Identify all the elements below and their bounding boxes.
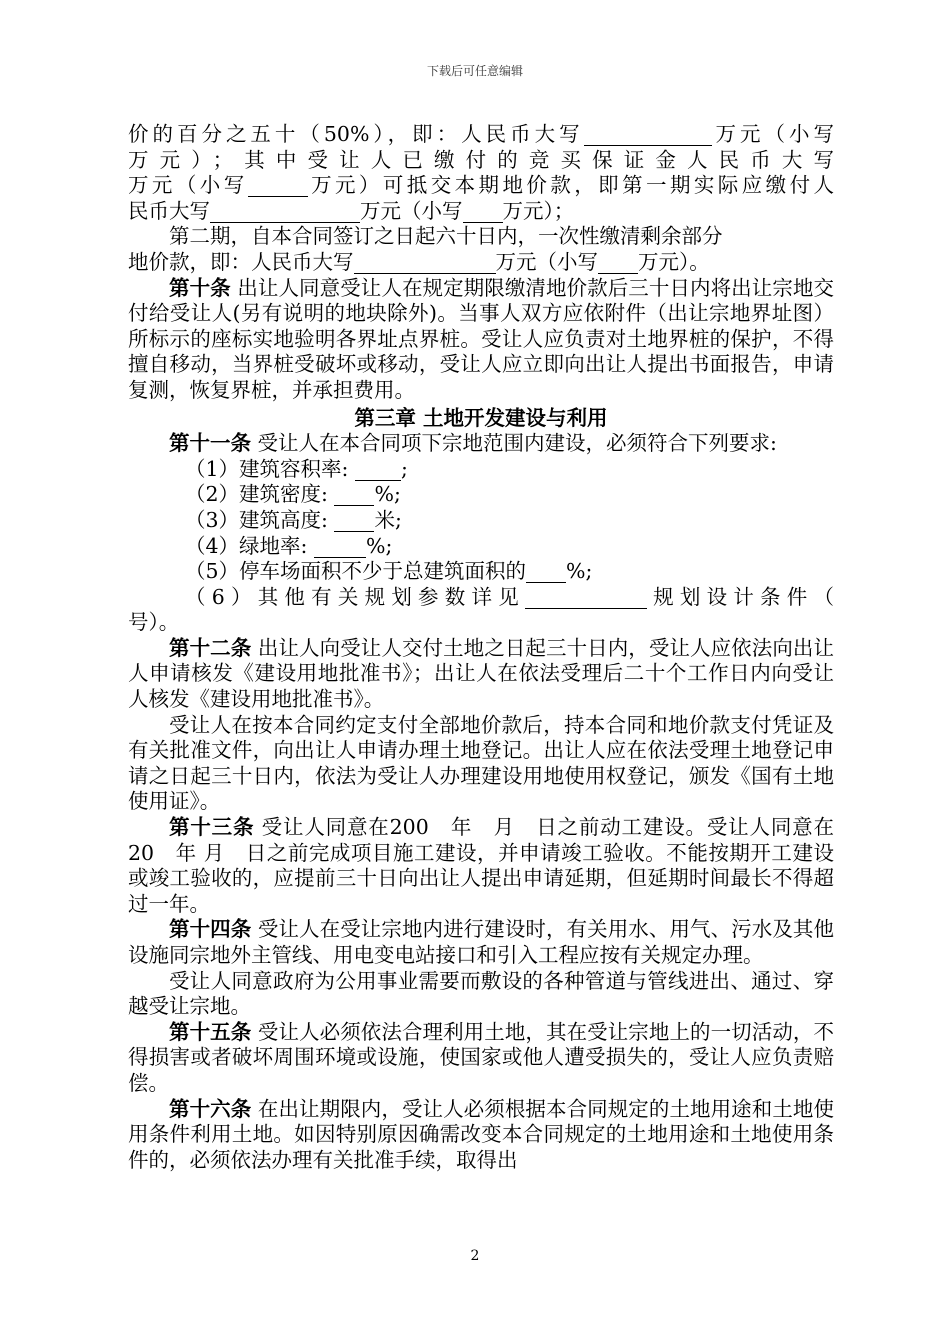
- article-title: 第十一条: [169, 431, 251, 456]
- blank-field: [334, 484, 374, 507]
- blank-field: [314, 535, 366, 558]
- paragraph-payment-1c: [128, 173, 834, 199]
- article-12: [128, 636, 834, 713]
- blank-field: [210, 200, 360, 223]
- blank-field: [334, 509, 374, 532]
- blank-field: [584, 123, 712, 146]
- article-title: 第十三条: [169, 815, 255, 840]
- article-text: 受让人在本合同项下宗地范围内建设，必须符合下列要求:: [257, 431, 777, 456]
- list-item: [128, 585, 834, 611]
- text: ;: [400, 456, 408, 481]
- text: 万元（小写: [495, 249, 598, 274]
- text: 号）。: [128, 610, 180, 635]
- article-title: 第十六条: [169, 1096, 252, 1121]
- list-item: [128, 482, 834, 508]
- article-11: [128, 431, 834, 457]
- page-header: 下载后可任意编辑: [426, 64, 523, 78]
- article-text: 出让人向受让人交付土地之日起三十日内，受让人应依法向出让人申请核发《建设用地批准书》；出让人在依法受理后二十个工作日内向受让人核发《建设用地批准书》。: [128, 635, 834, 712]
- text: 万元）；: [502, 198, 575, 223]
- page-number: 2: [470, 1248, 480, 1264]
- text: （5）停车场面积不少于总建筑面积的: [185, 559, 527, 584]
- paragraph-payment-2: [128, 224, 834, 250]
- chapter-heading: 第三章 土地开发建设与利用: [354, 405, 608, 430]
- text: （3）建筑高度:: [185, 507, 328, 532]
- blank-field: [526, 561, 566, 584]
- blank-field: [463, 200, 503, 223]
- text: 万元（小写: [128, 173, 248, 198]
- text: （6）其他有关规划参数详见: [185, 584, 525, 609]
- text: （2）建筑密度:: [185, 482, 328, 507]
- text: 第二期，自本合同签订之日起六十日内，一次性缴清剩余部分: [169, 224, 723, 249]
- text: 万元）；其中受让人已缴付的竞买保证金人民币大写: [128, 147, 834, 172]
- article-title: 第十二条: [169, 635, 252, 660]
- list-item: [128, 508, 834, 534]
- text: 万元）可抵交本期地价款，即第一期实际应缴付人: [307, 173, 835, 198]
- text: %;: [365, 533, 393, 558]
- text: 万元（小写: [360, 198, 463, 223]
- article-14-paragraph-2: 受让人同意政府为公用事业需要而敷设的各种管道与管线进出、通过、穿越受让宗地。: [128, 968, 834, 1019]
- article-12-paragraph-2: 受让人在按本合同约定支付全部地价款后，持本合同和地价款支付凭证及有关批准文件，向出让人申请办理土地登记。出让人应在依法受理土地登记申请之日起三十日内，依法为受让人办理建设用地使用权登记，颁发《国有土地使用证》。: [128, 712, 834, 814]
- text: %;: [566, 559, 593, 584]
- list-item: [128, 534, 834, 560]
- document-body: [128, 122, 834, 1173]
- article-text: 出让人同意受让人在规定期限缴清地价款后三十日内将出让宗地交付给受让人(另有说明的地块除外)。当事人双方应依附件（出让宗地界址图）所标示的座标实地验明各界址点界桩。受让人应负责对土地界桩的保护，不得擅自移动，当界桩受破坏或移动，受让人应立即向出让人提出书面报告，申请复测，恢复界桩，并承担费用。: [128, 275, 834, 402]
- article-text: 受让人在受让宗地内进行建设时，有关用水、用气、污水及其他设施同宗地外主管线、用电变电站接口和引入工程应按有关规定办理。: [128, 917, 834, 967]
- article-16: [128, 1097, 834, 1174]
- paragraph-payment-1: [128, 122, 834, 148]
- paragraph-payment-2b: [128, 250, 834, 276]
- article-title: 第十五条: [169, 1019, 252, 1044]
- text: 万元）。: [638, 249, 710, 274]
- text: 万元（小写: [711, 122, 834, 146]
- text: （1）建筑容积率:: [185, 456, 349, 481]
- article-14: [128, 917, 834, 968]
- text: 地价款，即：人民币大写: [128, 249, 354, 274]
- text: 民币大写: [128, 198, 210, 223]
- article-15: [128, 1020, 834, 1097]
- blank-field: [598, 251, 638, 274]
- blank-field: [355, 458, 401, 481]
- blank-field: [248, 175, 308, 198]
- blank-field: [525, 586, 647, 609]
- list-item: [128, 559, 834, 585]
- text: %;: [374, 482, 401, 507]
- article-title: 第十条: [169, 275, 231, 300]
- article-title: 第十四条: [169, 917, 252, 942]
- blank-field: [354, 251, 496, 274]
- paragraph-payment-1d: [128, 199, 834, 225]
- article-text: 受让人必须依法合理利用土地，其在受让宗地上的一切活动，不得损害或者破坏周围环境或设施，使国家或他人遭受损失的，受让人应负责赔偿。: [128, 1019, 834, 1095]
- text: 米;: [374, 507, 402, 532]
- text: 价的百分之五十（50%），即：人民币大写: [128, 122, 584, 146]
- article-10: [128, 276, 834, 404]
- article-13: [128, 815, 834, 917]
- list-item-continued: [128, 610, 834, 636]
- paragraph-payment-1b: [128, 148, 834, 174]
- list-item: [128, 457, 834, 483]
- text: （4）绿地率:: [185, 533, 308, 558]
- article-text: 在出让期限内，受让人必须根据本合同规定的土地用途和土地使用条件利用土地。如因特别原因确需改变本合同规定的土地用途和土地使用条件的，必须依法办理有关批准手续，取得出: [128, 1096, 834, 1172]
- article-text: 受让人同意在200 年 月 日之前动工建设。受让人同意在20 年 月 日之前完成项目施工建设，并申请竣工验收。不能按期开工建设或竣工验收的，应提前三十日向出让人提出申请延期，但延期时间最长不得超过一年。: [128, 815, 834, 916]
- text: 规划设计条件（: [646, 584, 834, 609]
